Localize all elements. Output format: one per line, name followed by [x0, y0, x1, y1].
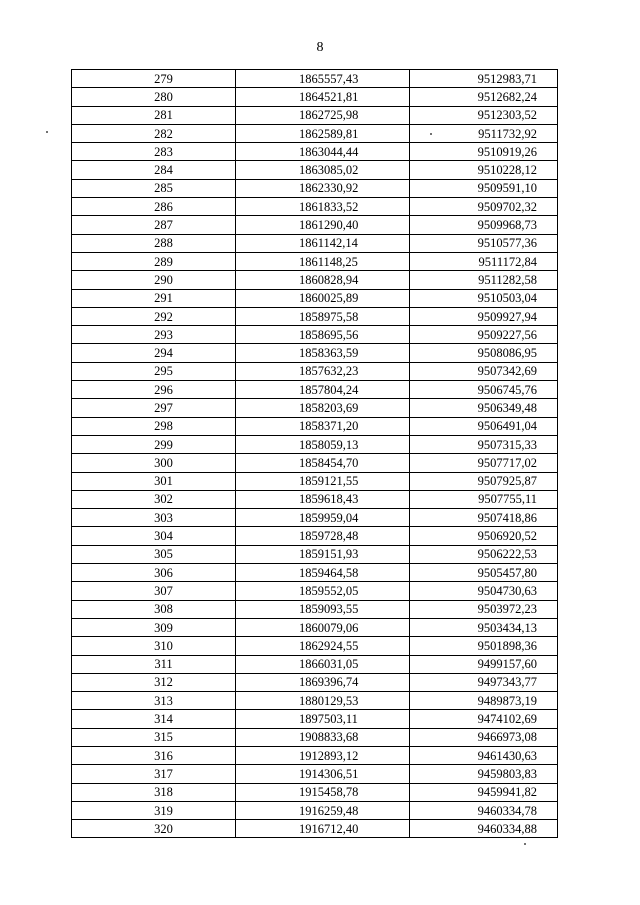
y-coordinate-cell: 9460334,88: [410, 820, 558, 838]
x-coordinate-cell: [236, 637, 410, 655]
point-number-cell: 290: [72, 271, 236, 289]
table-row: [72, 179, 558, 197]
x-coordinate-value: 1858695,56: [299, 327, 359, 342]
table-row: [72, 655, 558, 673]
x-coordinate-value: 1861290,40: [299, 218, 359, 233]
x-coordinate-value: 1861833,52: [299, 199, 359, 214]
x-coordinate-value: 1862589,81: [299, 126, 359, 141]
y-coordinate-cell: 9459941,82: [410, 783, 558, 801]
point-number-cell: 298: [72, 417, 236, 435]
x-coordinate-value: 1908833,68: [299, 730, 359, 745]
y-coordinate-cell: 9508086,95: [410, 344, 558, 362]
y-coordinate-cell: 9512983,71: [410, 70, 558, 88]
y-coordinate-cell: 9507315,33: [410, 435, 558, 453]
point-number-cell: 299: [72, 435, 236, 453]
x-coordinate-cell: [236, 417, 410, 435]
table-row: [72, 234, 558, 252]
x-coordinate-value: 1860025,89: [299, 291, 359, 306]
y-coordinate-cell: 9507717,02: [410, 454, 558, 472]
x-coordinate-cell: [236, 746, 410, 764]
y-coordinate-cell: 9489873,19: [410, 692, 558, 710]
table-row: [72, 454, 558, 472]
x-coordinate-value: 1863044,44: [299, 144, 359, 159]
table-row: [72, 637, 558, 655]
y-coordinate-cell: 9509591,10: [410, 179, 558, 197]
x-coordinate-value: 1865557,43: [299, 71, 359, 86]
x-coordinate-cell: [236, 143, 410, 161]
x-coordinate-cell: [236, 618, 410, 636]
point-number-cell: 318: [72, 783, 236, 801]
x-coordinate-cell: [236, 198, 410, 216]
x-coordinate-cell: [236, 381, 410, 399]
x-coordinate-value: 1862330,92: [299, 181, 359, 196]
y-coordinate-cell: 9510228,12: [410, 161, 558, 179]
table-row: [72, 399, 558, 417]
y-coordinate-cell: 9509227,56: [410, 326, 558, 344]
table-row: [72, 600, 558, 618]
x-coordinate-cell: [236, 289, 410, 307]
point-number-cell: 309: [72, 618, 236, 636]
table-row: [72, 746, 558, 764]
y-coordinate-cell: 9459803,83: [410, 765, 558, 783]
x-coordinate-value: 1858363,59: [299, 346, 359, 361]
point-number-cell: 317: [72, 765, 236, 783]
point-number-cell: 308: [72, 600, 236, 618]
table-row: [72, 435, 558, 453]
y-coordinate-cell: 9509927,94: [410, 307, 558, 325]
point-number-cell: 312: [72, 673, 236, 691]
y-coordinate-cell: 9505457,80: [410, 564, 558, 582]
x-coordinate-value: 1859464,58: [299, 565, 359, 580]
x-coordinate-cell: [236, 820, 410, 838]
point-number-cell: 280: [72, 88, 236, 106]
y-coordinate-cell: 9503434,13: [410, 618, 558, 636]
scan-speck: [524, 843, 526, 845]
point-number-cell: 301: [72, 472, 236, 490]
y-coordinate-cell: 9510503,04: [410, 289, 558, 307]
y-coordinate-cell: 9506491,04: [410, 417, 558, 435]
point-number-cell: 295: [72, 362, 236, 380]
point-number-cell: 283: [72, 143, 236, 161]
point-number-cell: 315: [72, 728, 236, 746]
x-coordinate-value: 1858975,58: [299, 309, 359, 324]
x-coordinate-value: 1863085,02: [299, 163, 359, 178]
x-coordinate-cell: [236, 728, 410, 746]
y-coordinate-cell: 9506920,52: [410, 527, 558, 545]
page-number: 8: [316, 40, 324, 55]
x-coordinate-cell: [236, 783, 410, 801]
x-coordinate-cell: [236, 271, 410, 289]
x-coordinate-value: 1858203,69: [299, 400, 359, 415]
point-number-cell: 289: [72, 252, 236, 270]
table-row: [72, 582, 558, 600]
point-number-cell: 314: [72, 710, 236, 728]
point-number-cell: 310: [72, 637, 236, 655]
x-coordinate-cell: [236, 454, 410, 472]
x-coordinate-value: 1862725,98: [299, 108, 359, 123]
point-number-cell: 297: [72, 399, 236, 417]
y-coordinate-cell: 9511282,58: [410, 271, 558, 289]
y-coordinate-cell: 9509968,73: [410, 216, 558, 234]
table-row: [72, 362, 558, 380]
point-number-cell: 306: [72, 564, 236, 582]
y-coordinate-cell: 9511732,92: [410, 124, 558, 142]
x-coordinate-cell: [236, 344, 410, 362]
x-coordinate-value: 1859552,05: [299, 583, 359, 598]
x-coordinate-value: 1880129,53: [299, 693, 359, 708]
table-row: [72, 88, 558, 106]
y-coordinate-cell: 9512682,24: [410, 88, 558, 106]
point-number-cell: 281: [72, 106, 236, 124]
x-coordinate-cell: [236, 600, 410, 618]
table-row: [72, 673, 558, 691]
y-coordinate-cell: 9507342,69: [410, 362, 558, 380]
table-row: [72, 801, 558, 819]
x-coordinate-cell: [236, 490, 410, 508]
x-coordinate-cell: [236, 179, 410, 197]
x-coordinate-value: 1857804,24: [299, 382, 359, 397]
point-number-cell: 311: [72, 655, 236, 673]
table-row: [72, 564, 558, 582]
table-row: [72, 381, 558, 399]
table-row: [72, 161, 558, 179]
coordinates-table: [71, 69, 558, 838]
x-coordinate-cell: [236, 545, 410, 563]
point-number-cell: 292: [72, 307, 236, 325]
point-number-cell: 300: [72, 454, 236, 472]
y-coordinate-cell: 9461430,63: [410, 746, 558, 764]
y-coordinate-cell: 9511172,84: [410, 252, 558, 270]
x-coordinate-cell: [236, 765, 410, 783]
point-number-cell: 294: [72, 344, 236, 362]
x-coordinate-cell: [236, 106, 410, 124]
point-number-cell: 285: [72, 179, 236, 197]
x-coordinate-value: 1860079,06: [299, 620, 359, 635]
y-coordinate-cell: 9506222,53: [410, 545, 558, 563]
table-row: [72, 344, 558, 362]
x-coordinate-value: 1859728,48: [299, 529, 359, 544]
table-row: [72, 271, 558, 289]
x-coordinate-value: 1897503,11: [299, 712, 358, 727]
point-number-cell: 319: [72, 801, 236, 819]
table-row: [72, 70, 558, 88]
table-row: [72, 252, 558, 270]
x-coordinate-value: 1858454,70: [299, 455, 359, 470]
y-coordinate-cell: 9503972,23: [410, 600, 558, 618]
table-row: [72, 216, 558, 234]
x-coordinate-value: 1861148,25: [299, 254, 358, 269]
table-row: [72, 417, 558, 435]
x-coordinate-value: 1857632,23: [299, 364, 359, 379]
table-row: [72, 326, 558, 344]
x-coordinate-cell: [236, 564, 410, 582]
x-coordinate-value: 1869396,74: [299, 675, 359, 690]
table-row: [72, 618, 558, 636]
x-coordinate-cell: [236, 307, 410, 325]
x-coordinate-cell: [236, 509, 410, 527]
table-row: [72, 509, 558, 527]
point-number-cell: 291: [72, 289, 236, 307]
x-coordinate-cell: [236, 582, 410, 600]
table-row: [72, 198, 558, 216]
point-number-cell: 286: [72, 198, 236, 216]
point-number-cell: 302: [72, 490, 236, 508]
y-coordinate-cell: 9510577,36: [410, 234, 558, 252]
point-number-cell: 313: [72, 692, 236, 710]
x-coordinate-cell: [236, 161, 410, 179]
table-row: [72, 692, 558, 710]
x-coordinate-cell: [236, 472, 410, 490]
y-coordinate-cell: 9504730,63: [410, 582, 558, 600]
x-coordinate-cell: [236, 527, 410, 545]
table-row: [72, 143, 558, 161]
y-coordinate-cell: 9512303,52: [410, 106, 558, 124]
point-number-cell: 287: [72, 216, 236, 234]
table-row: [72, 106, 558, 124]
x-coordinate-cell: [236, 124, 410, 142]
x-coordinate-value: 1915458,78: [299, 785, 359, 800]
x-coordinate-cell: [236, 252, 410, 270]
x-coordinate-value: 1862924,55: [299, 638, 359, 653]
y-coordinate-cell: 9466973,08: [410, 728, 558, 746]
point-number-cell: 304: [72, 527, 236, 545]
table-row: [72, 783, 558, 801]
y-coordinate-cell: 9499157,60: [410, 655, 558, 673]
table-row: [72, 472, 558, 490]
point-number-cell: 303: [72, 509, 236, 527]
point-number-cell: 305: [72, 545, 236, 563]
table-row: [72, 765, 558, 783]
x-coordinate-cell: [236, 692, 410, 710]
x-coordinate-cell: [236, 655, 410, 673]
point-number-cell: 279: [72, 70, 236, 88]
y-coordinate-cell: 9474102,69: [410, 710, 558, 728]
x-coordinate-value: 1859151,93: [299, 547, 359, 562]
table-row: [72, 820, 558, 838]
x-coordinate-cell: [236, 710, 410, 728]
point-number-cell: 288: [72, 234, 236, 252]
x-coordinate-value: 1916259,48: [299, 803, 359, 818]
x-coordinate-cell: [236, 801, 410, 819]
table-row: [72, 728, 558, 746]
y-coordinate-cell: 9501898,36: [410, 637, 558, 655]
table-row: [72, 307, 558, 325]
y-coordinate-cell: 9497343,77: [410, 673, 558, 691]
point-number-cell: 296: [72, 381, 236, 399]
y-coordinate-cell: 9510919,26: [410, 143, 558, 161]
coordinates-table-body: [72, 70, 558, 838]
x-coordinate-value: 1864521,81: [299, 89, 359, 104]
x-coordinate-cell: [236, 673, 410, 691]
point-number-cell: 320: [72, 820, 236, 838]
x-coordinate-value: 1859121,55: [299, 474, 359, 489]
x-coordinate-cell: [236, 88, 410, 106]
x-coordinate-cell: [236, 70, 410, 88]
y-coordinate-cell: 9507418,86: [410, 509, 558, 527]
table-row: [72, 710, 558, 728]
y-coordinate-cell: 9507755,11: [410, 490, 558, 508]
point-number-cell: 293: [72, 326, 236, 344]
x-coordinate-value: 1858371,20: [299, 419, 359, 434]
x-coordinate-cell: [236, 326, 410, 344]
y-coordinate-cell: 9506745,76: [410, 381, 558, 399]
y-coordinate-cell: 9460334,78: [410, 801, 558, 819]
x-coordinate-value: 1861142,14: [299, 236, 358, 251]
x-coordinate-value: 1916712,40: [299, 821, 359, 836]
point-number-cell: 282: [72, 124, 236, 142]
x-coordinate-cell: [236, 234, 410, 252]
y-coordinate-cell: 9509702,32: [410, 198, 558, 216]
x-coordinate-value: 1914306,51: [299, 766, 359, 781]
x-coordinate-value: 1866031,05: [299, 657, 359, 672]
point-number-cell: 316: [72, 746, 236, 764]
table-row: [72, 124, 558, 142]
table-row: [72, 289, 558, 307]
scan-speck: [46, 131, 48, 133]
x-coordinate-cell: [236, 435, 410, 453]
point-number-cell: 307: [72, 582, 236, 600]
x-coordinate-cell: [236, 362, 410, 380]
x-coordinate-value: 1860828,94: [299, 272, 359, 287]
point-number-cell: 284: [72, 161, 236, 179]
x-coordinate-cell: [236, 216, 410, 234]
table-row: [72, 490, 558, 508]
x-coordinate-value: 1859618,43: [299, 492, 359, 507]
x-coordinate-value: 1859959,04: [299, 510, 359, 525]
x-coordinate-value: 1912893,12: [299, 748, 359, 763]
scan-speck: [430, 133, 432, 135]
y-coordinate-cell: 9506349,48: [410, 399, 558, 417]
x-coordinate-value: 1858059,13: [299, 437, 359, 452]
y-coordinate-cell: 9507925,87: [410, 472, 558, 490]
x-coordinate-value: 1859093,55: [299, 602, 359, 617]
table-row: [72, 527, 558, 545]
x-coordinate-cell: [236, 399, 410, 417]
table-row: [72, 545, 558, 563]
